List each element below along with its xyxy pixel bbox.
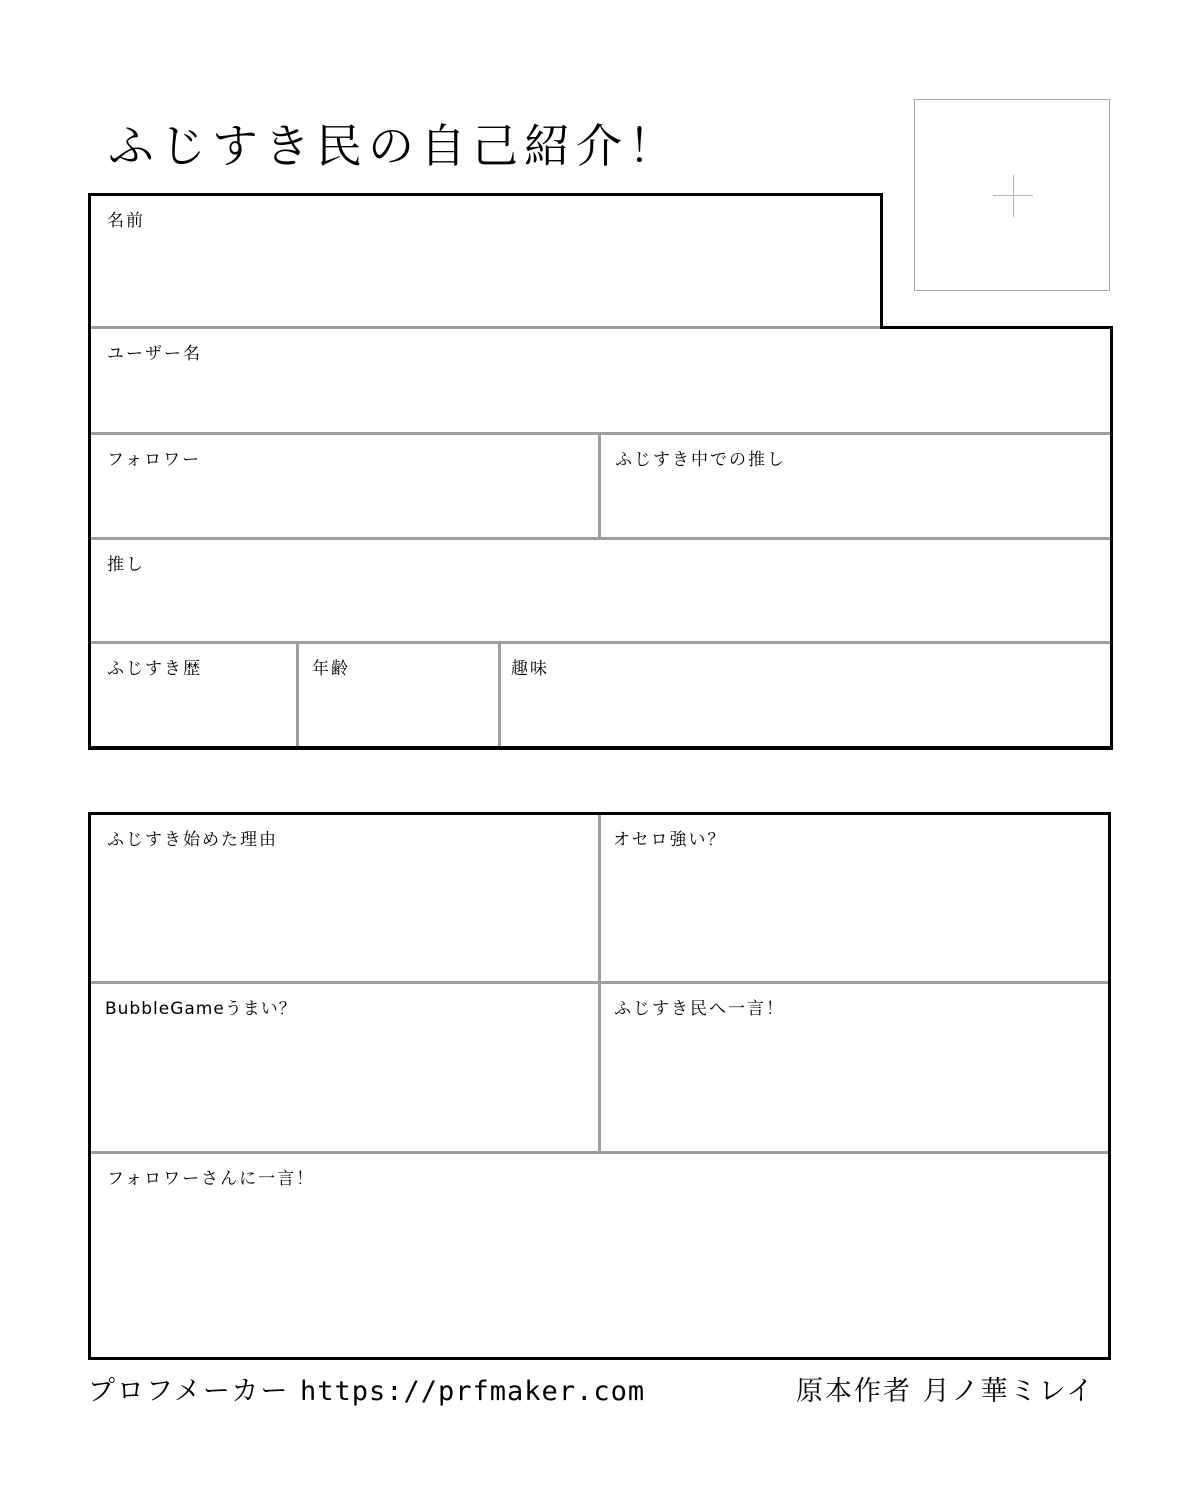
fujisuki-history-field[interactable] (91, 644, 296, 746)
othello-label: オセロ強い？ (613, 830, 727, 850)
followers-field[interactable] (91, 435, 598, 537)
name-label: 名前 (107, 211, 145, 231)
page-title: ふじすき民の自己紹介！ (108, 119, 680, 173)
hobby-label: 趣味 (511, 659, 549, 679)
fujisuki-history-label: ふじすき歴 (107, 659, 202, 679)
maker-url-link[interactable]: https://prfmaker.com (299, 1376, 646, 1407)
age-label: 年齢 (312, 659, 350, 679)
reason-label: ふじすき始めた理由 (107, 830, 278, 850)
oshi-label: 推し (107, 555, 145, 575)
border-bottom-2 (88, 1357, 1111, 1360)
username-label: ユーザー名 (107, 344, 202, 364)
photo-upload-box[interactable] (914, 99, 1110, 291)
name-field[interactable] (91, 196, 880, 326)
hobby-field[interactable] (501, 644, 1110, 746)
reason-field[interactable] (91, 815, 598, 981)
bubblegame-field[interactable] (91, 984, 598, 1151)
footer-author: 原本作者 月ノ華ミレイ (796, 1376, 1096, 1407)
othello-field[interactable] (601, 815, 1108, 981)
message-fujisuki-label: ふじすき民へ一言！ (614, 999, 785, 1019)
border-right-1 (1110, 326, 1113, 750)
age-field[interactable] (299, 644, 498, 746)
border-name-right (880, 193, 883, 329)
followers-label: フォロワー (107, 450, 202, 470)
border-bottom-1 (88, 746, 1113, 750)
message-fujisuki-field[interactable] (601, 984, 1108, 1151)
bubblegame-label: BubbleGameうまい？ (105, 999, 297, 1019)
border-right-2 (1108, 812, 1111, 1360)
username-field[interactable] (91, 329, 1110, 432)
oshi-in-fujisuki-field[interactable] (601, 435, 1110, 537)
footer-maker (88, 1374, 645, 1410)
oshi-field[interactable] (91, 540, 1110, 641)
message-followers-field[interactable] (91, 1154, 1108, 1357)
oshi-in-fujisuki-label: ふじすき中での推し (615, 450, 786, 470)
maker-label: プロフメーカー (88, 1376, 290, 1407)
message-followers-label: フォロワーさんに一言！ (107, 1169, 316, 1189)
